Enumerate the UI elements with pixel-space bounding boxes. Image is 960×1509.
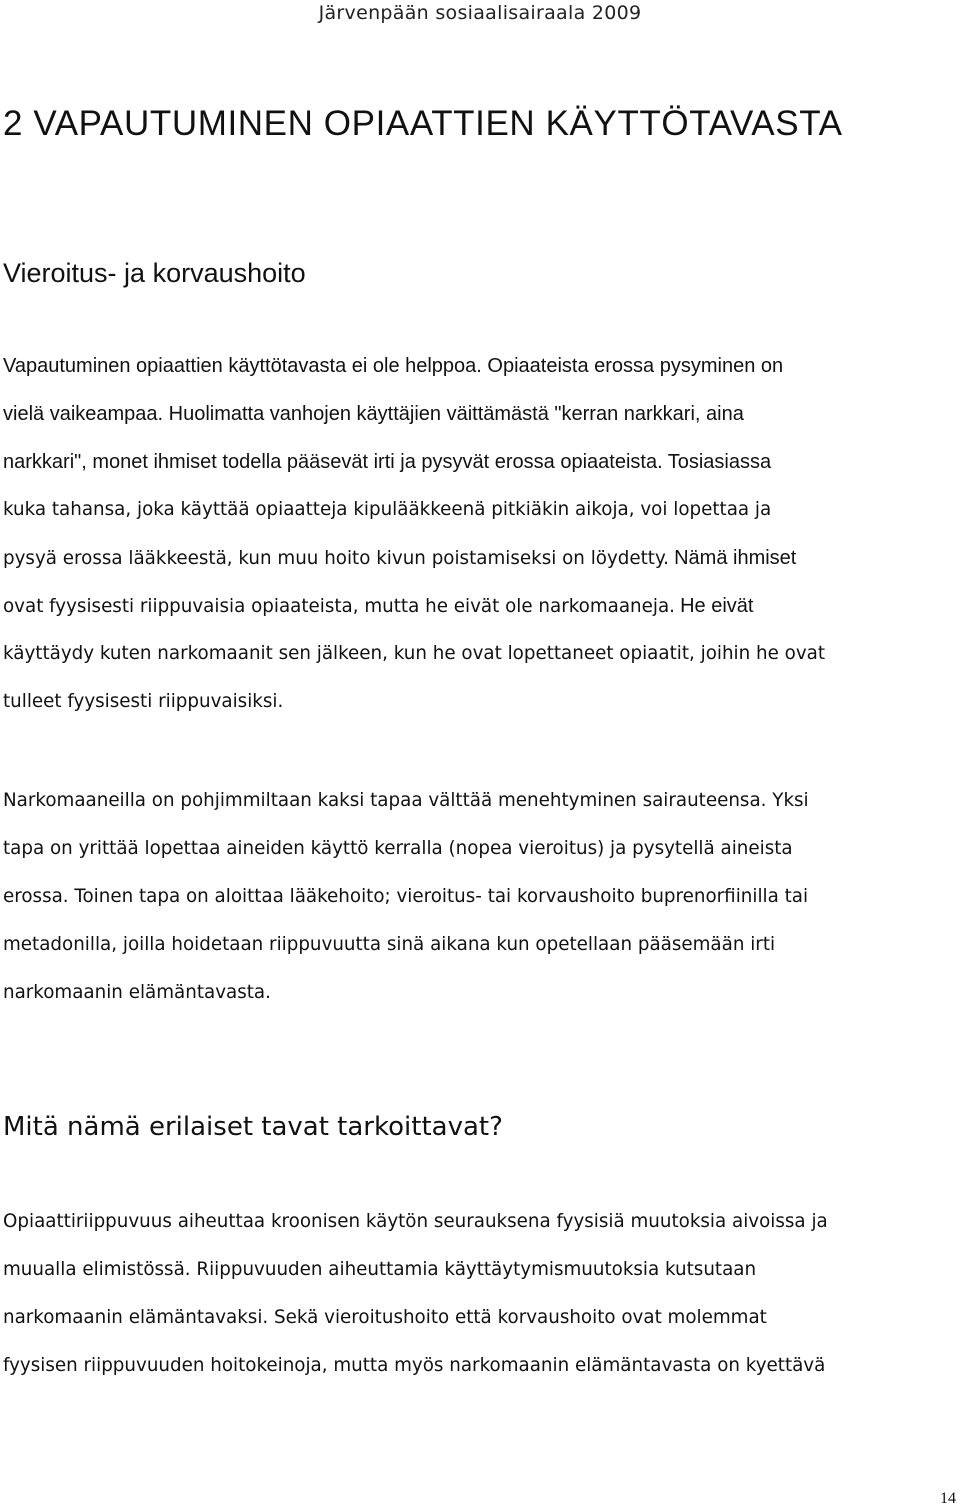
text-line: vielä vaikeampaa. Huolimatta vanhojen käyttäjien väittämästä "kerran narkkari, aina xyxy=(3,403,744,425)
text-line: fyysisen riippuvuuden hoitokeinoja, mutta myös narkomaanin elämäntavasta on kyettävä xyxy=(3,1355,826,1376)
text-line: Vapautuminen opiaattien käyttötavasta ei ole helppoa. Opiaateista erossa pysyminen on xyxy=(3,355,784,377)
text-line: narkomaanin elämäntavaksi. Sekä vieroitushoito että korvaushoito ovat molemmat xyxy=(3,1307,767,1328)
section-heading-vieroitus: Vieroitus- ja korvaushoito xyxy=(3,258,306,288)
text-line: Opiaattiriippuvuus aiheuttaa kroonisen käytön seurauksena fyysisiä muutoksia aivoissa ja xyxy=(3,1211,828,1232)
text-segment: He eivät xyxy=(680,595,754,617)
paragraph-vapautuminen xyxy=(3,342,960,726)
paragraph-opiaattiriippuvuus xyxy=(3,1198,960,1390)
page-number: 14 xyxy=(940,1490,956,1507)
running-header: Järvenpään sosiaalisairaala 2009 xyxy=(318,2,642,24)
text-line: tulleet fyysisesti riippuvaisiksi. xyxy=(3,691,284,712)
text-line: metadonilla, joilla hoidetaan riippuvuutta sinä aikana kun opetellaan pääsemään irti xyxy=(3,934,776,955)
text-segment: narkkari", monet ihmiset todella pääsevät irti ja pysyvät erossa opiaateista. xyxy=(3,451,663,473)
text-segment: Nämä ihmiset xyxy=(674,547,797,569)
text-line: erossa. Toinen tapa on aloittaa lääkehoito; vieroitus- tai korvaushoito buprenorfiinilla tai xyxy=(3,886,809,907)
text-line-mixed xyxy=(3,534,960,582)
text-segment: ovat fyysisesti riippuvaisia opiaateista, mutta he eivät ole narkomaaneja. xyxy=(3,596,675,617)
text-segment: pysyä erossa lääkkeestä, kun muu hoito kivun poistamiseksi on löydetty. xyxy=(3,548,669,569)
text-line: käyttäydy kuten narkomaanit sen jälkeen, kun he ovat lopettaneet opiaatit, joihin he ovat xyxy=(3,643,826,664)
text-line: Narkomaaneilla on pohjimmiltaan kaksi tapaa välttää menehtyminen sairauteensa. Yksi xyxy=(3,790,809,811)
text-segment: Tosiasiassa xyxy=(667,451,772,473)
text-line: kuka tahansa, joka käyttää opiaatteja kipulääkkeenä pitkiäkin aikoja, voi lopettaa ja xyxy=(3,499,772,520)
chapter-title: 2 VAPAUTUMINEN OPIAATTIEN KÄYTTÖTAVASTA xyxy=(3,104,843,143)
text-line-mixed xyxy=(3,582,960,630)
text-line: narkomaanin elämäntavasta. xyxy=(3,982,271,1003)
text-line-mixed xyxy=(3,438,960,486)
section-heading-tavat: Mitä nämä erilaiset tavat tarkoittavat? xyxy=(3,1112,503,1142)
text-line: muualla elimistössä. Riippuvuuden aiheuttamia käyttäytymismuutoksia kutsutaan xyxy=(3,1259,757,1280)
text-line: tapa on yrittää lopettaa aineiden käyttö kerralla (nopea vieroitus) ja pysytellä aineista xyxy=(3,838,793,859)
paragraph-narkomaaneilla xyxy=(3,777,960,1017)
